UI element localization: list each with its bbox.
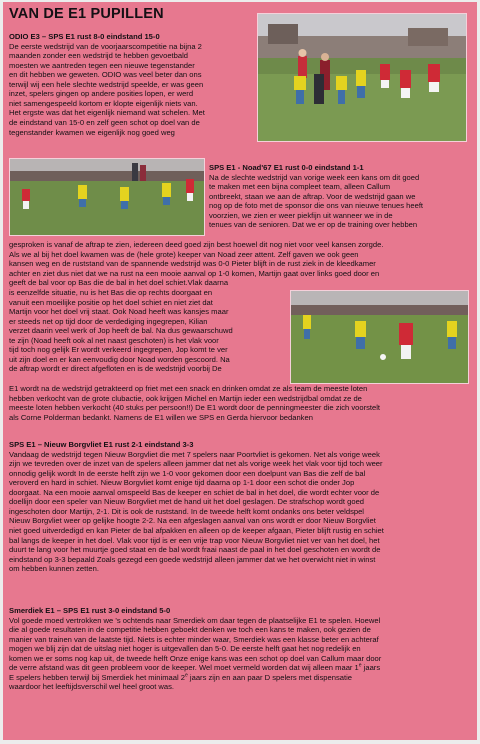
text-line: niet goed uitverdedigd en kan Pieter de bal afpakken en alleen op de keeper afgaan, Pieter blijft rustig en schiet (9, 525, 384, 535)
text-line: Het ergste was dat het eigenlijk niemand wat schelen. Met (9, 108, 205, 118)
text-line: er steeds net op tijd door de verdediging ingegrepen, Kilian (9, 316, 208, 326)
text-line: Na de slechte wedstrijd van vorige week een kans om dit goed (209, 172, 420, 182)
text-line: Als we al bij het doel kwamen was de (hele grote) keeper van Noad zeer attent. Zelf gaven we ook geen (9, 249, 359, 259)
text-line: Nieuw Borgvliet weer op gelijke hoogte 2-2. Na een afgeslagen aanval van ons wordt er door Nieuw Borgvliet (9, 516, 376, 526)
superscript: e (358, 662, 362, 669)
text-line: veroverd en hard in schiet. Nieuw Borgvliet komt enige tijd daarna op 1-1 door een schot die onder Jop (9, 478, 355, 488)
superscript: e (185, 672, 188, 679)
text-line: De eerste wedstrijd van de voorjaarscompetitie na bijna 2 (9, 41, 202, 51)
page-title: VAN DE E1 PUPILLEN (9, 6, 164, 22)
text-line: meeste loten hebben verkocht (40 stuks per persoon!!) De E1 wordt door de penningmeester die zich voorstelt (9, 403, 381, 413)
text-line: Vol goede moed vertrokken we 's ochtends naar Smerdiek om daar tegen de plaatselijke E1 te spelen. Hoewel (9, 615, 381, 625)
article-heading: SPS E1 - Noad'67 E1 rust 0-0 eindstand 1-1 (209, 163, 364, 172)
text-line: ontbreekt, staan we aan de aftrap. Voor de wedstrijd gaan we (209, 191, 416, 201)
article-noad-continued (9, 240, 475, 288)
text-line: geeft de bal voor op Bas die de bal in het doel schiet.Vlak daarna (9, 278, 229, 288)
text-line: en dit hebben we geweten. ODIO was veel beter dan ons (9, 70, 202, 80)
text-line (9, 663, 475, 673)
text-line: Vandaag de wedstrijd tegen Nieuw Borgvliet die met 7 spelers naar Poortvliet is gekomen. Net als vorige week (9, 449, 380, 459)
article-body (9, 42, 259, 137)
text-line: tegenstander kwamen we eigenlijk nog goed weg (9, 127, 175, 137)
text-line: niet samengespeeld kortom er klopte eigenlijk niets van. (9, 98, 198, 108)
article-noad-left-column (9, 288, 287, 374)
text-line: E1 wordt na de wedstrijd getrakteerd op friet met een snack en drinken omdat ze als team de meeste loten (9, 384, 368, 393)
text-line: te maken met een bijna compleet team, alleen Callum (209, 182, 391, 192)
article-noad (209, 163, 475, 230)
team-photo-1 (257, 13, 467, 142)
text-line: terwijl wij een hele slechte wedstrijd speelde, er was geen (9, 79, 204, 89)
text-line: gesproken is vanaf de aftrap te zien, iedereen deed goed zijn best hoewel dit nog niet voor veel kansen zorgde. (9, 240, 384, 249)
text-line: doorgaat. Na een mooie aanval omspeeld Bas de keeper en schiet de bal in het doel, die wordt echter voor de (9, 487, 380, 497)
text-line: maanden zonder een wedstrijd te hebben gevoetbald (9, 51, 189, 61)
text-line: achter en ziet dus niet dat we na rust na een mooie aanval op 1-0 komen, Martijn gaat over links goed door en (9, 268, 380, 278)
article-heading: SPS E1 – Nieuw Borgvliet E1 rust 2-1 eindstand 3-3 (9, 440, 194, 449)
text-segment: E spelers hebben terwijl bij Smerdiek het minimaal 2 (9, 672, 186, 682)
text-segment: jaars zijn en aan paar D spelers met dispensatie (187, 672, 352, 682)
article-nieuw-borgvliet (9, 440, 475, 574)
text-line: te zijn (Noad heeft ook al net naast geschoten) is het vlak voor (9, 335, 219, 345)
team-photo-2 (9, 158, 205, 236)
text-line: hebben verkocht van de grote clubactie, ook krijgen Michel en Martijn ieder een wedstrijdbal omdat ze de (9, 393, 362, 403)
article-heading: Smerdiek E1 – SPS E1 rust 3-0 eindstand 5-0 (9, 606, 171, 615)
text-line: de eindstand van 15-0 en zelf geen schot op doel van de (9, 117, 200, 127)
text-line: moesten we aantreden tegen een nieuwe tegenstander (9, 60, 195, 70)
text-line: tenues van de senioren. Dat we er op de training over hebben (209, 220, 418, 230)
text-line: nog op de foto met de sponsor die ons van nieuwe tenues heeft (209, 201, 424, 211)
text-line: inzet, spelers gingen op andere posities lopen, er werd (9, 89, 194, 99)
text-line: die al goede resultaten in de competitie hebben geboekt denken we toch een kans te maken, ook gezien de (9, 625, 371, 635)
text-segment: jaars (361, 663, 381, 673)
text-line (9, 673, 475, 683)
article-odio (9, 32, 259, 137)
text-line: komen we er soms nog kap uit, de tweede helft Onze enige kans was een schot op doel van Callum maar door (9, 653, 382, 663)
text-line: doellijn door een speler van Nieuw Borgvliet met de hand uit het doel geslagen. De strafschop wordt goed (9, 497, 365, 507)
text-line: voorzien, we zien er weer piekfijn uit wanneer we in de (209, 210, 393, 220)
text-segment: de verre afstand was dit geen probleem voor de keeper. Wel moet vermeld worden dat wij alleen maar 1 (9, 663, 359, 673)
text-line: tijd toch nog gelijk Er wordt verkeerd ingegrepen, Jop komt te ver (9, 345, 228, 355)
text-line: eindstand op 3-3 bepaald Zoals gezegd een goede wedstrijd alleen jammer dat we het overwicht niet in winst (9, 554, 376, 564)
text-line: als Corne Polderman bedankt. Namens de E1 willen we SPS en Gerda hiervoor bedanken (9, 412, 313, 422)
text-line: Martijn voor het doel vrij staat. Ook Noad heeft was kansjes maar (9, 307, 229, 317)
article-noad-end (9, 384, 475, 422)
text-line: zijn we tevreden over de inzet van de spelers alleen jammer dat net als vorige week het vlak voor tijd toch weer (9, 459, 383, 469)
newsletter-page (3, 2, 477, 740)
text-line: vanuit een moeilijke positie op het doel schiet en niet ziet dat (9, 297, 213, 307)
text-line: waardoor het leeftijdsverschil wel heel groot was. (9, 682, 175, 692)
text-line: kansen weg en de ruststand van de spannende wedstrijd was 0-0 Pieter blijft in de rust ziek in de kleedkamer (9, 259, 376, 269)
text-line: uit zijn doel en er kan eenvoudig door Noad worden gescoord. Na (9, 354, 230, 364)
text-line: verzet daarin veel werk of Jop heeft de bal. Na dus gewaarschuwd (9, 326, 233, 336)
text-line: mogen we blij zijn dat de uitslag niet hoger is uitgevallen dan 5-0. De eerste helft gaat het nog redelijk en (9, 644, 361, 654)
text-line: manier van trainen van de laatste tijd. Niets is echter minder waar, Smerdiek was een klasse beter en achteraf (9, 634, 379, 644)
text-line: om hebben kunnen zetten. (9, 564, 99, 574)
text-line: duurt te lang voor het muurtje goed staat en de bal wordt fraai naast de paal in het doel geschoten en wordt de (9, 545, 381, 555)
text-line: ingeschoten door Martijn, 2-1. Dit is ook de ruststand. In de tweede helft komt ondanks ons beter veldspel (9, 506, 364, 516)
team-photo-3 (290, 290, 469, 384)
text-line: is eenzelfde situatie, nu is het Bas die op rechts doorgaat en (9, 288, 213, 297)
text-line: onnodig gelijk wordt In de eerste helft zijn we 1-0 voor gekomen door een doelpunt van Bas die zelf de bal (9, 468, 366, 478)
article-smerdiek (9, 606, 475, 692)
text-line: bal langs de keeper in het doel. Vlak voor tijd is er een vrije trap voor Nieuw Borgvliet niet ver van het doel, het (9, 535, 380, 545)
text-line: de aftrap wordt er direct afgefloten en is de wedstrijd voorbij De (9, 364, 222, 374)
article-heading: ODIO E3 – SPS E1 rust 8-0 eindstand 15-0 (9, 32, 160, 41)
